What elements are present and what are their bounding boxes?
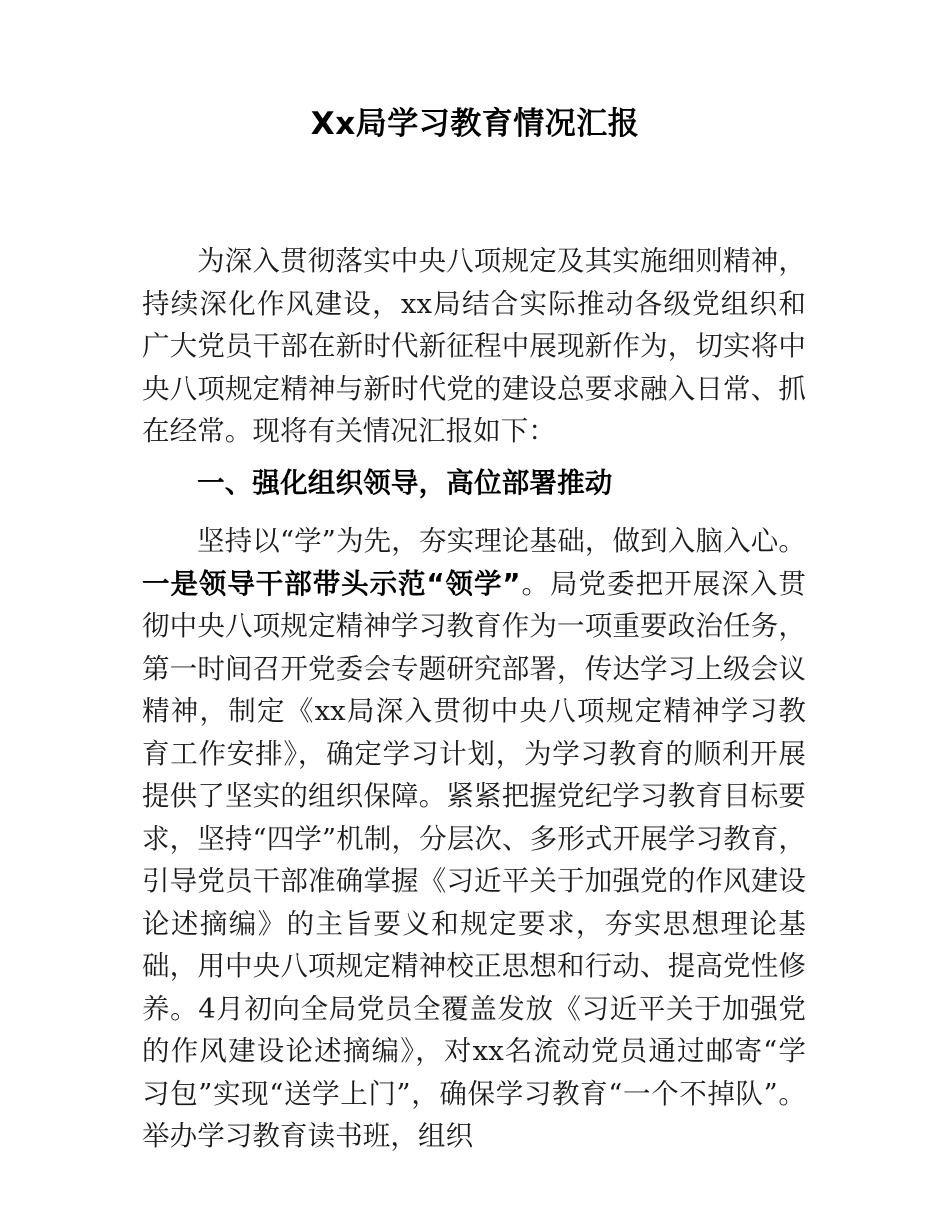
intro-paragraph: 为深入贯彻落实中央八项规定及其实施细则精神，持续深化作风建设，xx局结合实际推动各级党组织和广大党员干部在新时代新征程中展现新作为，切实将中央八项规定精神与新时代党的建设总要求融入日常、抓在经常。现将有关情况汇报如下： — [142, 245, 806, 447]
section-one-rest-text: 。局党委把开展深入贯彻中央八项规定精神学习教育作为一项重要政治任务，第一时间召开党委会专题研究部署，传达学习上级会议精神，制定《xx局深入贯彻中央八项规定精神学习教育工作安排》，确定学习计划，为学习教育的顺利开展提供了坚实的组织保障。紧紧把握党纪学习教育目标要求，坚持“四学”机制，分层次、多形式开展学习教育，引导党员干部准确掌握《习近平关于加强党的作风建设论述摘编》的主旨要义和规定要求，夯实思想理论基础，用中央八项规定精神校正思想和行动、提高党性修养。4月初向全局党员全覆盖发放《习近平关于加强党的作风建设论述摘编》，对xx名流动党员通过邮寄“学习包”实现“送学上门”，确保学习教育“一个不掉队”。举办学习教育读书班，组织 — [142, 567, 806, 1152]
section-one-lead-text: 坚持以“学”为先，夯实理论基础，做到入脑入心。 — [197, 525, 806, 557]
section-heading-one: 一、强化组织领导，高位部署推动 — [197, 467, 613, 499]
intro-paragraph-block — [142, 240, 806, 453]
section-one-emphasis-run: 一是领导干部带头示范“领学” — [142, 567, 521, 600]
section-one-heading-block — [142, 462, 806, 505]
section-one-paragraph — [142, 520, 806, 1158]
section-one-body-block — [142, 520, 806, 1158]
page-title: Xx局学习教育情况汇报 — [310, 106, 640, 142]
